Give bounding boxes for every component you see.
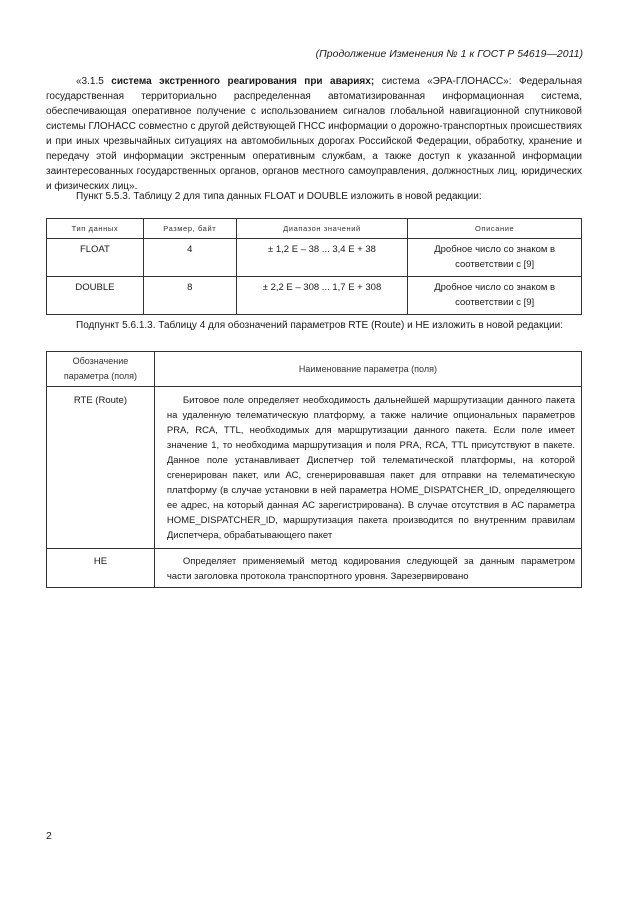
definition-body: система «ЭРА-ГЛОНАСС»: Федеральная государственная территориально распределенная автоматизированная информационная система, обеспечивающая оперативное получение с использованием сигналов глобальной навигационной спутниковой системы ГЛОНАСС совместно с другой действующей ГНСС информации о дорожно-транспортных происшествиях и при иных чрезвычайных ситуациях на автомобильных дорогах Российской Федерации, обработку, хранение и передачу этой информации экстренным оперативным службам, а также доступ к указанной информации заинтересованных государственных органов, органов местного самоуправления, должностных лиц, юридических и физических лиц».	[46, 76, 582, 192]
page-number: 2	[46, 830, 52, 842]
table-cell: ± 1,2 Е – 38 ... 3,4 Е + 38	[236, 239, 408, 277]
definition-term: система экстренного реагирования при авариях;	[111, 76, 375, 87]
table-row	[47, 239, 582, 277]
column-header: Обозначение параметра (поля)	[47, 352, 155, 387]
table-cell: Битовое поле определяет необходимость дальнейшей маршрутизации данного пакета на удаленную телематическую платформу, а также наличие опциональных параметров PRA, RCA, TTL, необходимых для маршрутизации данного пакета. Если поле имеет значение 1, то необходима маршрутизация и поля PRA, RCA, TTL присутствуют в пакете. Данное поле устанавливает Диспетчер той телематической платформы, на которой сгенерирован пакет, или АС, сгенерировавшая пакет для отправки на телематическую платформу (в случае установки в ней параметра HOME_DISPATCHER_ID, определяющего ее адрес, на который данная АС зарегистрирована). В случае отсутствия в АС параметра HOME_DISPATCHER_ID, маршрутизация пакета производится по внутренним правилам Диспетчера, обрабатывающего пакет	[154, 387, 581, 549]
table-cell: Дробное число со знаком в соответствии с [9]	[408, 277, 582, 315]
definition-prefix: «3.1.5	[76, 76, 112, 87]
column-header: Тип данных	[47, 219, 144, 239]
column-header: Диапазон значений	[236, 219, 408, 239]
table-row	[47, 387, 582, 549]
definition-paragraph	[46, 74, 582, 194]
table-row	[47, 277, 582, 315]
table-header-row	[47, 352, 582, 387]
column-header: Описание	[408, 219, 582, 239]
data-types-table	[46, 218, 582, 315]
instruction-paragraph-2: Подпункт 5.6.1.3. Таблицу 4 для обозначений параметров RTE (Route) и HE изложить в новой редакции:	[76, 320, 564, 331]
table-cell: Определяет применяемый метод кодирования следующей за данным параметром части заголовка протокола транспортного уровня. Зарезервировано	[154, 549, 581, 588]
table-header-row	[47, 219, 582, 239]
table-cell: 4	[143, 239, 236, 277]
instruction-paragraph-1: Пункт 5.5.3. Таблицу 2 для типа данных FLOAT и DOUBLE изложить в новой редакции:	[76, 191, 482, 202]
table-cell: Дробное число со знаком в соответствии с [9]	[408, 239, 582, 277]
page-header: (Продолжение Изменения № 1 к ГОСТ Р 54619—2011)	[315, 48, 583, 60]
table-cell: 8	[143, 277, 236, 315]
column-header: Наименование параметра (поля)	[154, 352, 581, 387]
column-header: Размер, байт	[143, 219, 236, 239]
table-cell: HE	[47, 549, 155, 588]
table-cell: RTE (Route)	[47, 387, 155, 549]
table-row	[47, 549, 582, 588]
parameters-table	[46, 351, 582, 588]
table-cell: ± 2,2 Е – 308 ... 1,7 Е + 308	[236, 277, 408, 315]
table-cell: DOUBLE	[47, 277, 144, 315]
table-cell: FLOAT	[47, 239, 144, 277]
